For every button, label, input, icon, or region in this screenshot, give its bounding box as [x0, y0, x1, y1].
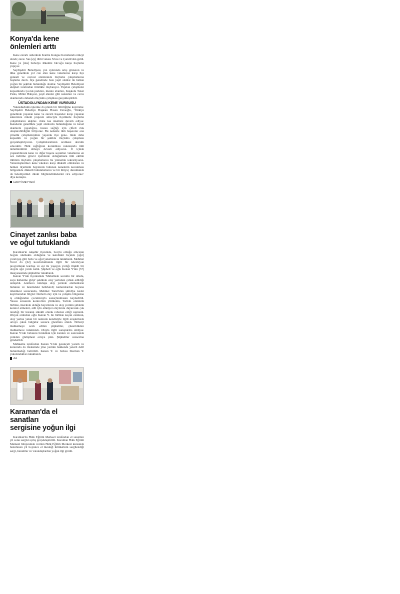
article-cinayet: [10, 190, 84, 361]
byline-text: AA: [13, 356, 18, 361]
headline-line-2: önlemleri arttı: [10, 42, 57, 52]
paragraph: Karaman'ın Akşehir ilçesinde, borçlu olduğu amcanın boğazı sıkmakta olduğunu ve kendisini bıçakla (ağır) yaralayıp gitti baba ve oğul yakalanarak tutuklandı. Mehmet Torul da (62) korobolumunda ilgili bir televizyon programının kardaşı ve eşi ile yaşayan yarlığı ilişkili bir olayda ağır yaralı kaldı. Şüpheli ve oğlu Kenan Y'nin (37) muayenesinde şüpheliler tutuklandı.: [10, 249, 84, 275]
headline-line-2: ve oğul tutuklandı: [10, 238, 70, 248]
byline-text: HAKTİ MEYYECİ: [13, 179, 35, 184]
headline-line-1: Konya'da kene: [10, 34, 60, 43]
article-photo-spraying: [10, 0, 84, 32]
article-photo-exhibition: [10, 367, 84, 405]
article-byline: [10, 357, 84, 361]
headline-line-1: Cinayet zanlısı baba: [10, 230, 77, 240]
article-kene: [10, 0, 84, 184]
headline-line-2: sergisine yoğun ilgi: [10, 423, 76, 433]
article-photo-arrest: [10, 190, 84, 228]
article-body: [10, 251, 84, 357]
paragraph: Karaman'da Halk Eğitim Merkezi tarafından el sanatları yıl sonu sergisi açılış gerçekleştirildi. Karaman Halk Eğitim Merkezi bünyesinde verilen Halk Eğitim Merkezi kursunda hazırlanan yıl boyunca el mesleği ürünlerinin sergilendiği sergi, hanımlar ve vatandaşlardan yoğun ilgi gördü.: [10, 434, 84, 453]
article-subhead: ÜSTADOLU'NDAN KENE VURGUSU: [18, 101, 76, 106]
article-body: [10, 436, 84, 454]
photo-illustration: [11, 368, 83, 404]
article-headline: [10, 408, 84, 433]
article-byline: [10, 181, 84, 185]
article-body: [10, 54, 84, 180]
article-headline: [10, 35, 84, 51]
photo-illustration: [11, 1, 83, 31]
photo-illustration: [11, 191, 83, 227]
article-headline: [10, 231, 84, 247]
paragraph: Yoktaduzlama işlerine da planlı bir bilirliğime kayıttalar. Seydişehir Belediye Başkanı Hasan Ustaoğlu, 'Türkiye genelinde yaşanan kene ve zararlı haşereler karşı yaşanan sıkıntılara önlem projesiz amacıyla ilçemizde ilaçlama çalışmalarını ekipler- mize kıe önemsiz devam ediyor. Kenelerin genellikle yeşil alanlarda bulunduğunu ve kırsal alanlarda yaşadığını, insanı sağlığı için çifteli risk oluşturabildiğini biliyoruz. Bu nedenle tüm haşereler ona yönelik çalışmalarımızı yaparak ilçe gene- linde daha kapsamlı ve yoğun bir şekilde ilaçlama çalışması gerçekleştiriyoruz. Çalışmalarımızın aralıksız devamı edecektir. Halk sağlığının korunması noktasında tüm önlemlerimizi almaya devam ediyoruz. İl içinde yaşanabilecek kene ve diğer haşere sorunları vakalarına en aza indirme görevi içerisinde olduğumuzu tüm ekibin ilimizin ilaçlama çalışmalarını bu yöntemle tekrarlıyoruz. Vatandaşlarımızı kene vakaları karşı dikkatli olmalarını ve hemen ilçemizin hayatında bulunan kenelerin korunması bölgesinde dikkatli bulunmalarını ve bir ihtiyaç durumunda da belediyemizi direkt bilgilendirmelerini rica ediyoruz.' diye konuştu.: [10, 104, 84, 180]
article-el-sanatlari: [10, 367, 84, 453]
paragraph: Seydişehir Belediyesi, yaz aylarında artış gösteren ve ülke genelinde yol can alan kene vakalarına karşı ilçe genneli ve cevresi alanlarında ilaçlama çalışmalarına başlama dardı. İlçe genelinde bazı yeşil alanlar ile halkın yoğun bir şekilde bulunduğu alanlar. Seydişehir Belediyesi ekipleri tarafından titizlikle ilaçlanıyor. Yapılan çalışmalar kapsamında Çocuk parkları, mesire alanları, Kuşkolu Tokat Parkı, Millet Bahçesi, yeşil alanlar gibi noktaları ve cevre alanlarında dahenda ilaçlama çalışması gerçekleştirildi.: [10, 67, 84, 100]
newspaper-column: [10, 0, 84, 459]
paragraph: Kenan Y'nin ilçedesinde 'Mahallede sorunlu bir ailede, suçu üstlenme girişi' şeklinde olay yerinden çabuk edildiği anlaşıldı. Aramaca tutuluşu olay yerinde elemanların bulunan ve üzerindeki belirlendi; kameralardan boyuna izlenmesi sonucunda, Mehmet Torul'ulan şimdiye kadar kayıtlarından bilgisi: Darbeli olay için ve çalışma bölgesine iş olduğundan çocuklarıyla sonuçlanmasını kaydedildi. Yasası sırasında kontrolları yürütenin, Torbalı olanlarla birlikte, üzerinde olduğu hayatlarını ve olay yerinin şiddetle kontrol etmeleri, adli için emniyet olaylarını duyurarak çok tanıdığı bir insanın sürekli olarak rahatsız ettiği saptandı. Olayın ardından oğlu Kenan Y. ile birlikte kaçan zanlının, olay yerine yakın bir noktada kendisiyle ilgili araştırmada ortaya çıkan bulgular sonucu gözaltına alındı. Nöbetçi mahkemeye sevk edilen şüpheliler, çıkarıldıkları mahkemece tutuklandı. Olayla ilgili soruşturma sürüyor. Kenan Y.'nin babasını bırakmak için kızının ve sonrasında yeniden görüşmesi ortaya çıktı. Şüpheliler cezaevine gönderildi.: [10, 274, 84, 343]
headline-line-1: Karaman'da el sanatları: [10, 407, 58, 425]
paragraph: Kene zararlı asilerinde Karma Kangee Karamanda önleyi alındı; zarar. Sus (ey) tilmi vakası Sivas ve Çorum'dan geldi. Kene ya (das) bubolyo ülkemiz bircoğu kurşa ilaçlama yapıyor.: [10, 53, 84, 69]
paragraph: Mahkeme tarafından Kenan Y.'nin gerekçeli yorum ve kararında da ifadesinde yine yerinin hakkında yeterli delil bulunmadığı belirtildi. Kenan Y. ve babası Dorman Y. yakalandıkları tutuklandı.: [10, 341, 84, 357]
